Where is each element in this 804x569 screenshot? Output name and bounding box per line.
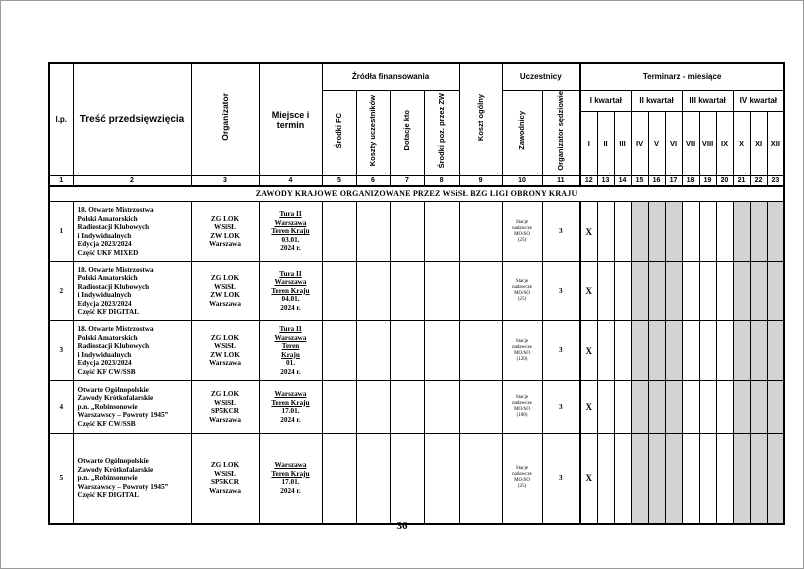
header-quarter-3: III kwartał: [682, 90, 733, 111]
row-organizer: ZG LOK WSiSŁ ZW LOK Warszawa: [191, 202, 259, 262]
column-number-1: 1: [49, 176, 73, 186]
column-number-17: 17: [665, 176, 682, 186]
column-number-10: 10: [502, 176, 542, 186]
row-mark: X: [580, 381, 597, 434]
header-month-2: II: [597, 111, 614, 175]
header-quarter-2: II kwartał: [631, 90, 682, 111]
row-empty-cell: [356, 434, 390, 524]
row-month-12: [767, 321, 784, 381]
row-month-6: [665, 262, 682, 321]
row-empty-cell: [459, 321, 502, 381]
row-month-2: [597, 434, 614, 524]
column-number-14: 14: [614, 176, 631, 186]
row-month-7: [682, 434, 699, 524]
row-month-12: [767, 381, 784, 434]
row-month-7: [682, 202, 699, 262]
header-month-10: X: [733, 111, 750, 175]
row-month-9: [716, 262, 733, 321]
table-row: [49, 434, 784, 524]
row-participants: Stacje nadawcze MO/SO (100): [502, 381, 542, 434]
row-empty-cell: [390, 262, 424, 321]
row-month-10: [733, 381, 750, 434]
column-number-11: 11: [542, 176, 580, 186]
row-judges: 3: [542, 321, 580, 381]
header-month-12: XII: [767, 111, 784, 175]
column-number-4: 4: [259, 176, 322, 186]
row-month-12: [767, 434, 784, 524]
row-month-6: [665, 321, 682, 381]
row-participants: Stacje nadawcze MO/SO (25): [502, 434, 542, 524]
row-empty-cell: [390, 434, 424, 524]
header-terminarz: Terminarz - miesiące: [580, 63, 784, 90]
row-month-8: [699, 262, 716, 321]
row-place: Tura II Warszawa Teren Kraju: [271, 210, 310, 236]
header-month-11: XI: [750, 111, 767, 175]
row-month-11: [750, 381, 767, 434]
row-month-2: [597, 381, 614, 434]
header-month-9: IX: [716, 111, 733, 175]
row-date: 17.01. 2024 r.: [280, 478, 301, 495]
row-month-11: [750, 434, 767, 524]
row-empty-cell: [390, 321, 424, 381]
column-number-16: 16: [648, 176, 665, 186]
row-judges: 3: [542, 262, 580, 321]
row-month-6: [665, 434, 682, 524]
row-month-5: [648, 321, 665, 381]
row-month-2: [597, 321, 614, 381]
header-organizator: Organizator: [191, 63, 259, 176]
header-month-7: VII: [682, 111, 699, 175]
row-date: 17.01. 2024 r.: [280, 407, 301, 424]
row-empty-cell: [322, 202, 356, 262]
row-participants: Stacje nadawcze MO/SO (120): [502, 321, 542, 381]
row-place-term: [259, 262, 322, 321]
header-month-8: VIII: [699, 111, 716, 175]
header-koszt-ogolny: Koszt ogólny: [459, 63, 502, 176]
header-quarter-1: I kwartał: [580, 90, 631, 111]
column-number-2: 2: [73, 176, 191, 186]
column-number-3: 3: [191, 176, 259, 186]
row-empty-cell: [424, 381, 459, 434]
header-zawodnicy: Zawodnicy: [502, 90, 542, 176]
row-description: 18. Otwarte Mistrzostwa Polski Amatorskich Radiostacji Klubowych i Indywidualnych Edycja 2023/2024 Część UKF MIXED: [73, 202, 191, 262]
row-empty-cell: [322, 321, 356, 381]
row-empty-cell: [390, 202, 424, 262]
column-number-8: 8: [424, 176, 459, 186]
row-month-5: [648, 262, 665, 321]
column-number-12: 12: [580, 176, 597, 186]
row-lp: 5: [49, 434, 73, 524]
table-row: [49, 262, 784, 321]
table-row: [49, 321, 784, 381]
header-month-1: I: [580, 111, 597, 175]
row-place: Warszawa Teren Kraju: [271, 390, 310, 407]
row-month-12: [767, 262, 784, 321]
row-mark: X: [580, 262, 597, 321]
row-lp: 2: [49, 262, 73, 321]
row-empty-cell: [356, 321, 390, 381]
row-month-4: [631, 262, 648, 321]
schedule-table: [48, 62, 785, 525]
row-month-8: [699, 202, 716, 262]
row-month-8: [699, 321, 716, 381]
row-month-8: [699, 434, 716, 524]
column-number-21: 21: [733, 176, 750, 186]
row-month-3: [614, 434, 631, 524]
column-number-13: 13: [597, 176, 614, 186]
header-tresc: Treść przedsięwzięcia: [73, 63, 191, 176]
row-empty-cell: [424, 434, 459, 524]
row-month-3: [614, 381, 631, 434]
page-number: 36: [396, 520, 408, 532]
row-month-7: [682, 262, 699, 321]
row-month-9: [716, 321, 733, 381]
row-empty-cell: [459, 262, 502, 321]
header-uczestnicy: Uczestnicy: [502, 63, 580, 90]
row-month-7: [682, 321, 699, 381]
row-empty-cell: [459, 434, 502, 524]
header-koszty-uczestnikow: Koszty uczestników: [356, 90, 390, 176]
row-month-9: [716, 202, 733, 262]
row-place-term: [259, 321, 322, 381]
column-number-23: 23: [767, 176, 784, 186]
row-place: Warszawa Teren Kraju: [271, 461, 310, 478]
row-empty-cell: [459, 202, 502, 262]
row-empty-cell: [322, 434, 356, 524]
row-month-4: [631, 321, 648, 381]
header-srodki-fc: Środki FC: [322, 90, 356, 176]
header-lp: l.p.: [49, 63, 73, 176]
row-organizer: ZG LOK WSiSŁ SP5KCR Warszawa: [191, 434, 259, 524]
row-month-2: [597, 262, 614, 321]
row-place: Tura II Warszawa Teren Kraju: [271, 269, 310, 295]
column-number-18: 18: [682, 176, 699, 186]
row-month-5: [648, 202, 665, 262]
row-lp: 4: [49, 381, 73, 434]
row-participants: Stacje nadawcze MO/SO (25): [502, 262, 542, 321]
row-month-11: [750, 321, 767, 381]
row-mark: X: [580, 434, 597, 524]
row-date: 01. 2024 r.: [280, 359, 301, 376]
row-date: 04.01. 2024 r.: [280, 295, 301, 312]
table-row: [49, 202, 784, 262]
header-quarter-4: IV kwartał: [733, 90, 784, 111]
row-empty-cell: [424, 202, 459, 262]
header-dotacje: Dotacje kto: [390, 90, 424, 176]
row-month-6: [665, 381, 682, 434]
row-month-3: [614, 321, 631, 381]
row-month-12: [767, 202, 784, 262]
header-month-4: IV: [631, 111, 648, 175]
row-description: Otwarte Ogólnopolskie Zawody Krótkofalarskie p.n. „Robinsonowie Warszawscy – Powroty 1945” Część KF CW/SSB: [73, 381, 191, 434]
row-empty-cell: [322, 381, 356, 434]
row-description: 18. Otwarte Mistrzostwa Polski Amatorskich Radiostacji Klubowych i Indywidualnych Edycja 2023/2024 Część KF CW/SSB: [73, 321, 191, 381]
row-judges: 3: [542, 381, 580, 434]
row-month-3: [614, 202, 631, 262]
table-row: [49, 381, 784, 434]
row-description: 18. Otwarte Mistrzostwa Polski Amatorskich Radiostacji Klubowych i Indywidualnych Edycja 2023/2024 Część KF DIGITAL: [73, 262, 191, 321]
header-month-6: VI: [665, 111, 682, 175]
row-empty-cell: [390, 381, 424, 434]
row-month-10: [733, 321, 750, 381]
row-organizer: ZG LOK WSiSŁ SP5KCR Warszawa: [191, 381, 259, 434]
header-month-5: V: [648, 111, 665, 175]
row-empty-cell: [459, 381, 502, 434]
row-month-4: [631, 434, 648, 524]
row-empty-cell: [356, 202, 390, 262]
row-lp: 3: [49, 321, 73, 381]
row-month-9: [716, 434, 733, 524]
column-number-6: 6: [356, 176, 390, 186]
row-month-6: [665, 202, 682, 262]
row-date: 03.01. 2024 r.: [280, 235, 301, 253]
column-number-9: 9: [459, 176, 502, 186]
row-empty-cell: [424, 321, 459, 381]
row-description: Otwarte Ogólnopolskie Zawody Krótkofalarskie p.n. „Robinsonowie Warszawscy – Powroty 1945” Część KF DIGITAL: [73, 434, 191, 524]
row-organizer: ZG LOK WSiSŁ ZW LOK Warszawa: [191, 321, 259, 381]
row-judges: 3: [542, 202, 580, 262]
row-month-11: [750, 202, 767, 262]
column-number-22: 22: [750, 176, 767, 186]
row-month-9: [716, 381, 733, 434]
row-empty-cell: [322, 262, 356, 321]
row-place-term: [259, 434, 322, 524]
row-judges: 3: [542, 434, 580, 524]
row-month-4: [631, 381, 648, 434]
column-number-15: 15: [631, 176, 648, 186]
row-month-10: [733, 262, 750, 321]
section-title: ZAWODY KRAJOWE ORGANIZOWANE PRZEZ WSiSŁ BZG LIGI OBRONY KRAJU: [49, 186, 784, 202]
row-place-term: [259, 381, 322, 434]
header-srodki-poz: Środki poz. przez ZW: [424, 90, 459, 176]
row-month-10: [733, 202, 750, 262]
row-month-3: [614, 262, 631, 321]
row-empty-cell: [356, 381, 390, 434]
column-number-19: 19: [699, 176, 716, 186]
row-month-10: [733, 434, 750, 524]
row-place: Tura II Warszawa Teren Kraju: [274, 325, 307, 359]
row-mark: X: [580, 202, 597, 262]
row-month-11: [750, 262, 767, 321]
row-place-term: [259, 202, 322, 262]
header-zrodla: Źródła finansowania: [322, 63, 459, 90]
column-number-7: 7: [390, 176, 424, 186]
row-month-7: [682, 381, 699, 434]
row-month-5: [648, 381, 665, 434]
column-number-5: 5: [322, 176, 356, 186]
row-empty-cell: [356, 262, 390, 321]
header-month-3: III: [614, 111, 631, 175]
row-month-2: [597, 202, 614, 262]
header-organizator-sedziowie: Organizator sędziowie: [542, 90, 580, 176]
row-mark: X: [580, 321, 597, 381]
row-month-4: [631, 202, 648, 262]
header-miejsce: Miejsce i termin: [259, 63, 322, 176]
row-participants: Stacje nadawcze MO/SO (25): [502, 202, 542, 262]
row-month-8: [699, 381, 716, 434]
row-organizer: ZG LOK WSiSŁ ZW LOK Warszawa: [191, 262, 259, 321]
row-empty-cell: [424, 262, 459, 321]
row-lp: 1: [49, 202, 73, 262]
row-month-5: [648, 434, 665, 524]
column-number-20: 20: [716, 176, 733, 186]
